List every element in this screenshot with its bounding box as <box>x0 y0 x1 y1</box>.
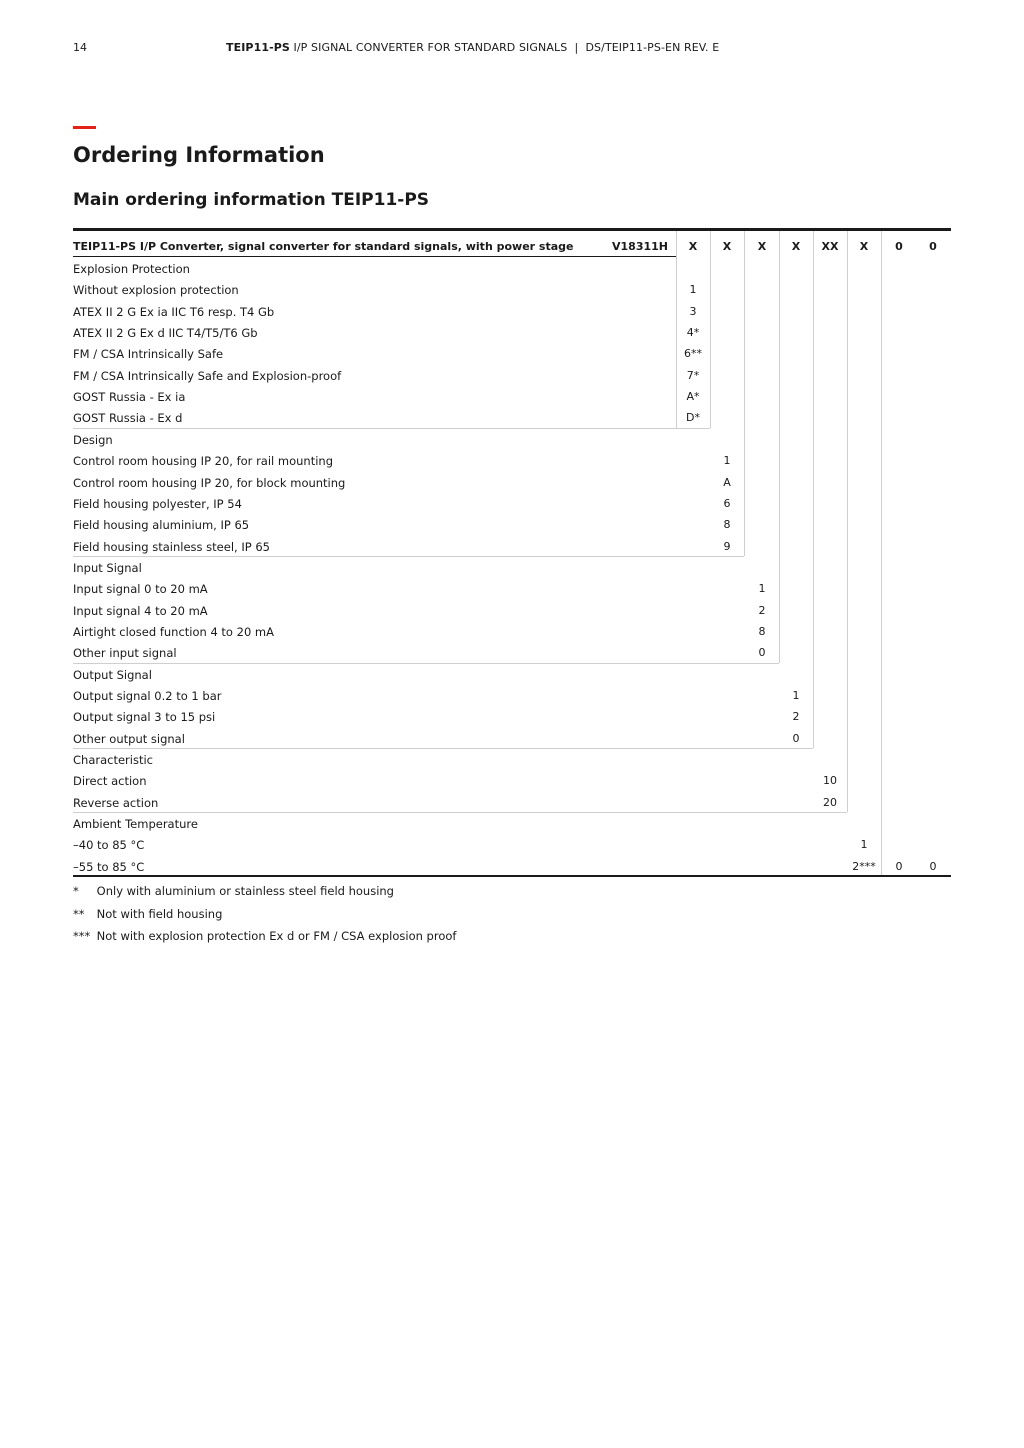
option-code: 2*** <box>852 859 876 873</box>
option-code: 1 <box>689 283 697 297</box>
header-position-5: XX <box>821 240 839 253</box>
option-label: ATEX II 2 G Ex ia IIC T6 resp. T4 Gb <box>73 304 275 319</box>
table-header-rule <box>73 256 676 257</box>
option-code: 1 <box>723 454 731 468</box>
option-label: ATEX II 2 G Ex d IIC T4/T5/T6 Gb <box>73 326 258 341</box>
footnote-mark: *** <box>73 929 91 943</box>
header-position-4: X <box>791 240 801 253</box>
trailing-code-1: 0 <box>895 859 903 873</box>
option-label: Airtight closed function 4 to 20 mA <box>73 624 274 639</box>
option-label: –40 to 85 °C <box>73 838 145 853</box>
footnote-text: Not with explosion protection Ex d or FM / CSA explosion proof <box>96 929 457 943</box>
ordering-table <box>73 231 951 876</box>
section-title: Ordering Information <box>73 143 325 167</box>
header-position-1: X <box>688 240 698 253</box>
header-position-6: X <box>859 240 869 253</box>
footnote-mark: * <box>73 884 79 898</box>
group-title: Explosion Protection <box>73 262 190 276</box>
option-code: D* <box>686 411 700 425</box>
column-divider <box>813 231 814 748</box>
trailing-code-2: 0 <box>929 859 937 873</box>
column-divider <box>881 231 882 875</box>
option-code: A <box>723 475 731 489</box>
header-position-2: X <box>722 240 732 253</box>
option-label: Output signal 0.2 to 1 bar <box>73 689 222 703</box>
option-code: 10 <box>823 774 837 788</box>
option-code: 4* <box>686 326 700 340</box>
header-position-3: X <box>757 240 767 253</box>
column-divider <box>676 231 677 428</box>
group-separator <box>73 428 710 429</box>
table-bottom-rule <box>73 875 951 877</box>
document-title-rest: I/P SIGNAL CONVERTER FOR STANDARD SIGNALS | DS/TEIP11-PS-EN REV. E <box>289 41 720 54</box>
option-code: 2 <box>758 603 766 617</box>
header-position-8: 0 <box>929 240 937 253</box>
group-title: Input Signal <box>73 560 142 575</box>
option-label: Control room housing IP 20, for block mounting <box>73 475 346 490</box>
option-label: Input signal 4 to 20 mA <box>73 603 208 618</box>
option-label: Field housing stainless steel, IP 65 <box>73 539 270 554</box>
option-label: –55 to 85 °C <box>73 859 145 874</box>
subsection-title: Main ordering information TEIP11-PS <box>73 190 430 210</box>
option-label: GOST Russia - Ex d <box>73 411 183 426</box>
option-code: 3 <box>689 304 697 318</box>
option-code: 6 <box>723 496 731 510</box>
option-label: GOST Russia - Ex ia <box>73 390 186 405</box>
option-label: Other input signal <box>73 646 177 661</box>
group-title: Ambient Temperature <box>73 817 198 832</box>
option-code: 2 <box>792 710 800 724</box>
column-divider <box>744 231 745 556</box>
option-code: A* <box>686 390 700 404</box>
table-header-code: V18311H <box>612 240 668 253</box>
option-label: Reverse action <box>73 795 159 810</box>
option-label: Input signal 0 to 20 mA <box>73 582 208 597</box>
option-label: Control room housing IP 20, for rail mounting <box>73 454 333 469</box>
option-code: 8 <box>723 518 731 532</box>
table-header-description: TEIP11-PS I/P Converter, signal converter for standard signals, with power stage <box>73 240 574 253</box>
page-number: 14 <box>73 41 87 54</box>
option-label: FM / CSA Intrinsically Safe and Explosion-proof <box>73 368 342 383</box>
option-code: 9 <box>723 539 731 553</box>
option-code: 1 <box>860 838 868 852</box>
footnote <box>73 907 222 921</box>
document-title-product: TEIP11-PS <box>226 41 290 54</box>
group-separator <box>73 556 744 557</box>
group-title: Output Signal <box>73 667 152 682</box>
option-label: Other output signal <box>73 731 185 746</box>
group-title: Characteristic <box>73 753 153 768</box>
header-position-7: 0 <box>895 240 903 253</box>
column-divider <box>710 231 711 428</box>
footnote <box>73 884 394 898</box>
footnote-mark: ** <box>73 906 85 921</box>
option-label: Output signal 3 to 15 psi <box>73 710 216 725</box>
document-title <box>226 41 719 54</box>
group-separator <box>73 748 813 749</box>
footnote-text: Not with field housing <box>96 906 223 921</box>
accent-bar <box>73 126 96 129</box>
footnote <box>73 929 456 943</box>
option-code: 7* <box>686 368 700 382</box>
option-code: 1 <box>758 582 766 596</box>
option-code: 1 <box>792 689 800 702</box>
option-code: 0 <box>792 731 800 745</box>
option-code: 8 <box>758 624 766 638</box>
group-separator <box>73 663 779 664</box>
option-label: Field housing aluminium, IP 65 <box>73 518 250 533</box>
option-label: Field housing polyester, IP 54 <box>73 496 242 511</box>
option-label: Direct action <box>73 774 147 789</box>
option-label: Without explosion protection <box>73 283 239 298</box>
column-divider <box>847 231 848 812</box>
option-code: 20 <box>823 795 837 809</box>
group-title: Design <box>73 432 113 447</box>
group-separator <box>73 812 847 813</box>
column-divider <box>779 231 780 663</box>
option-code: 0 <box>758 646 766 660</box>
footnote-text: Only with aluminium or stainless steel field housing <box>96 884 394 898</box>
option-label: FM / CSA Intrinsically Safe <box>73 347 224 362</box>
option-code: 6** <box>684 347 702 361</box>
